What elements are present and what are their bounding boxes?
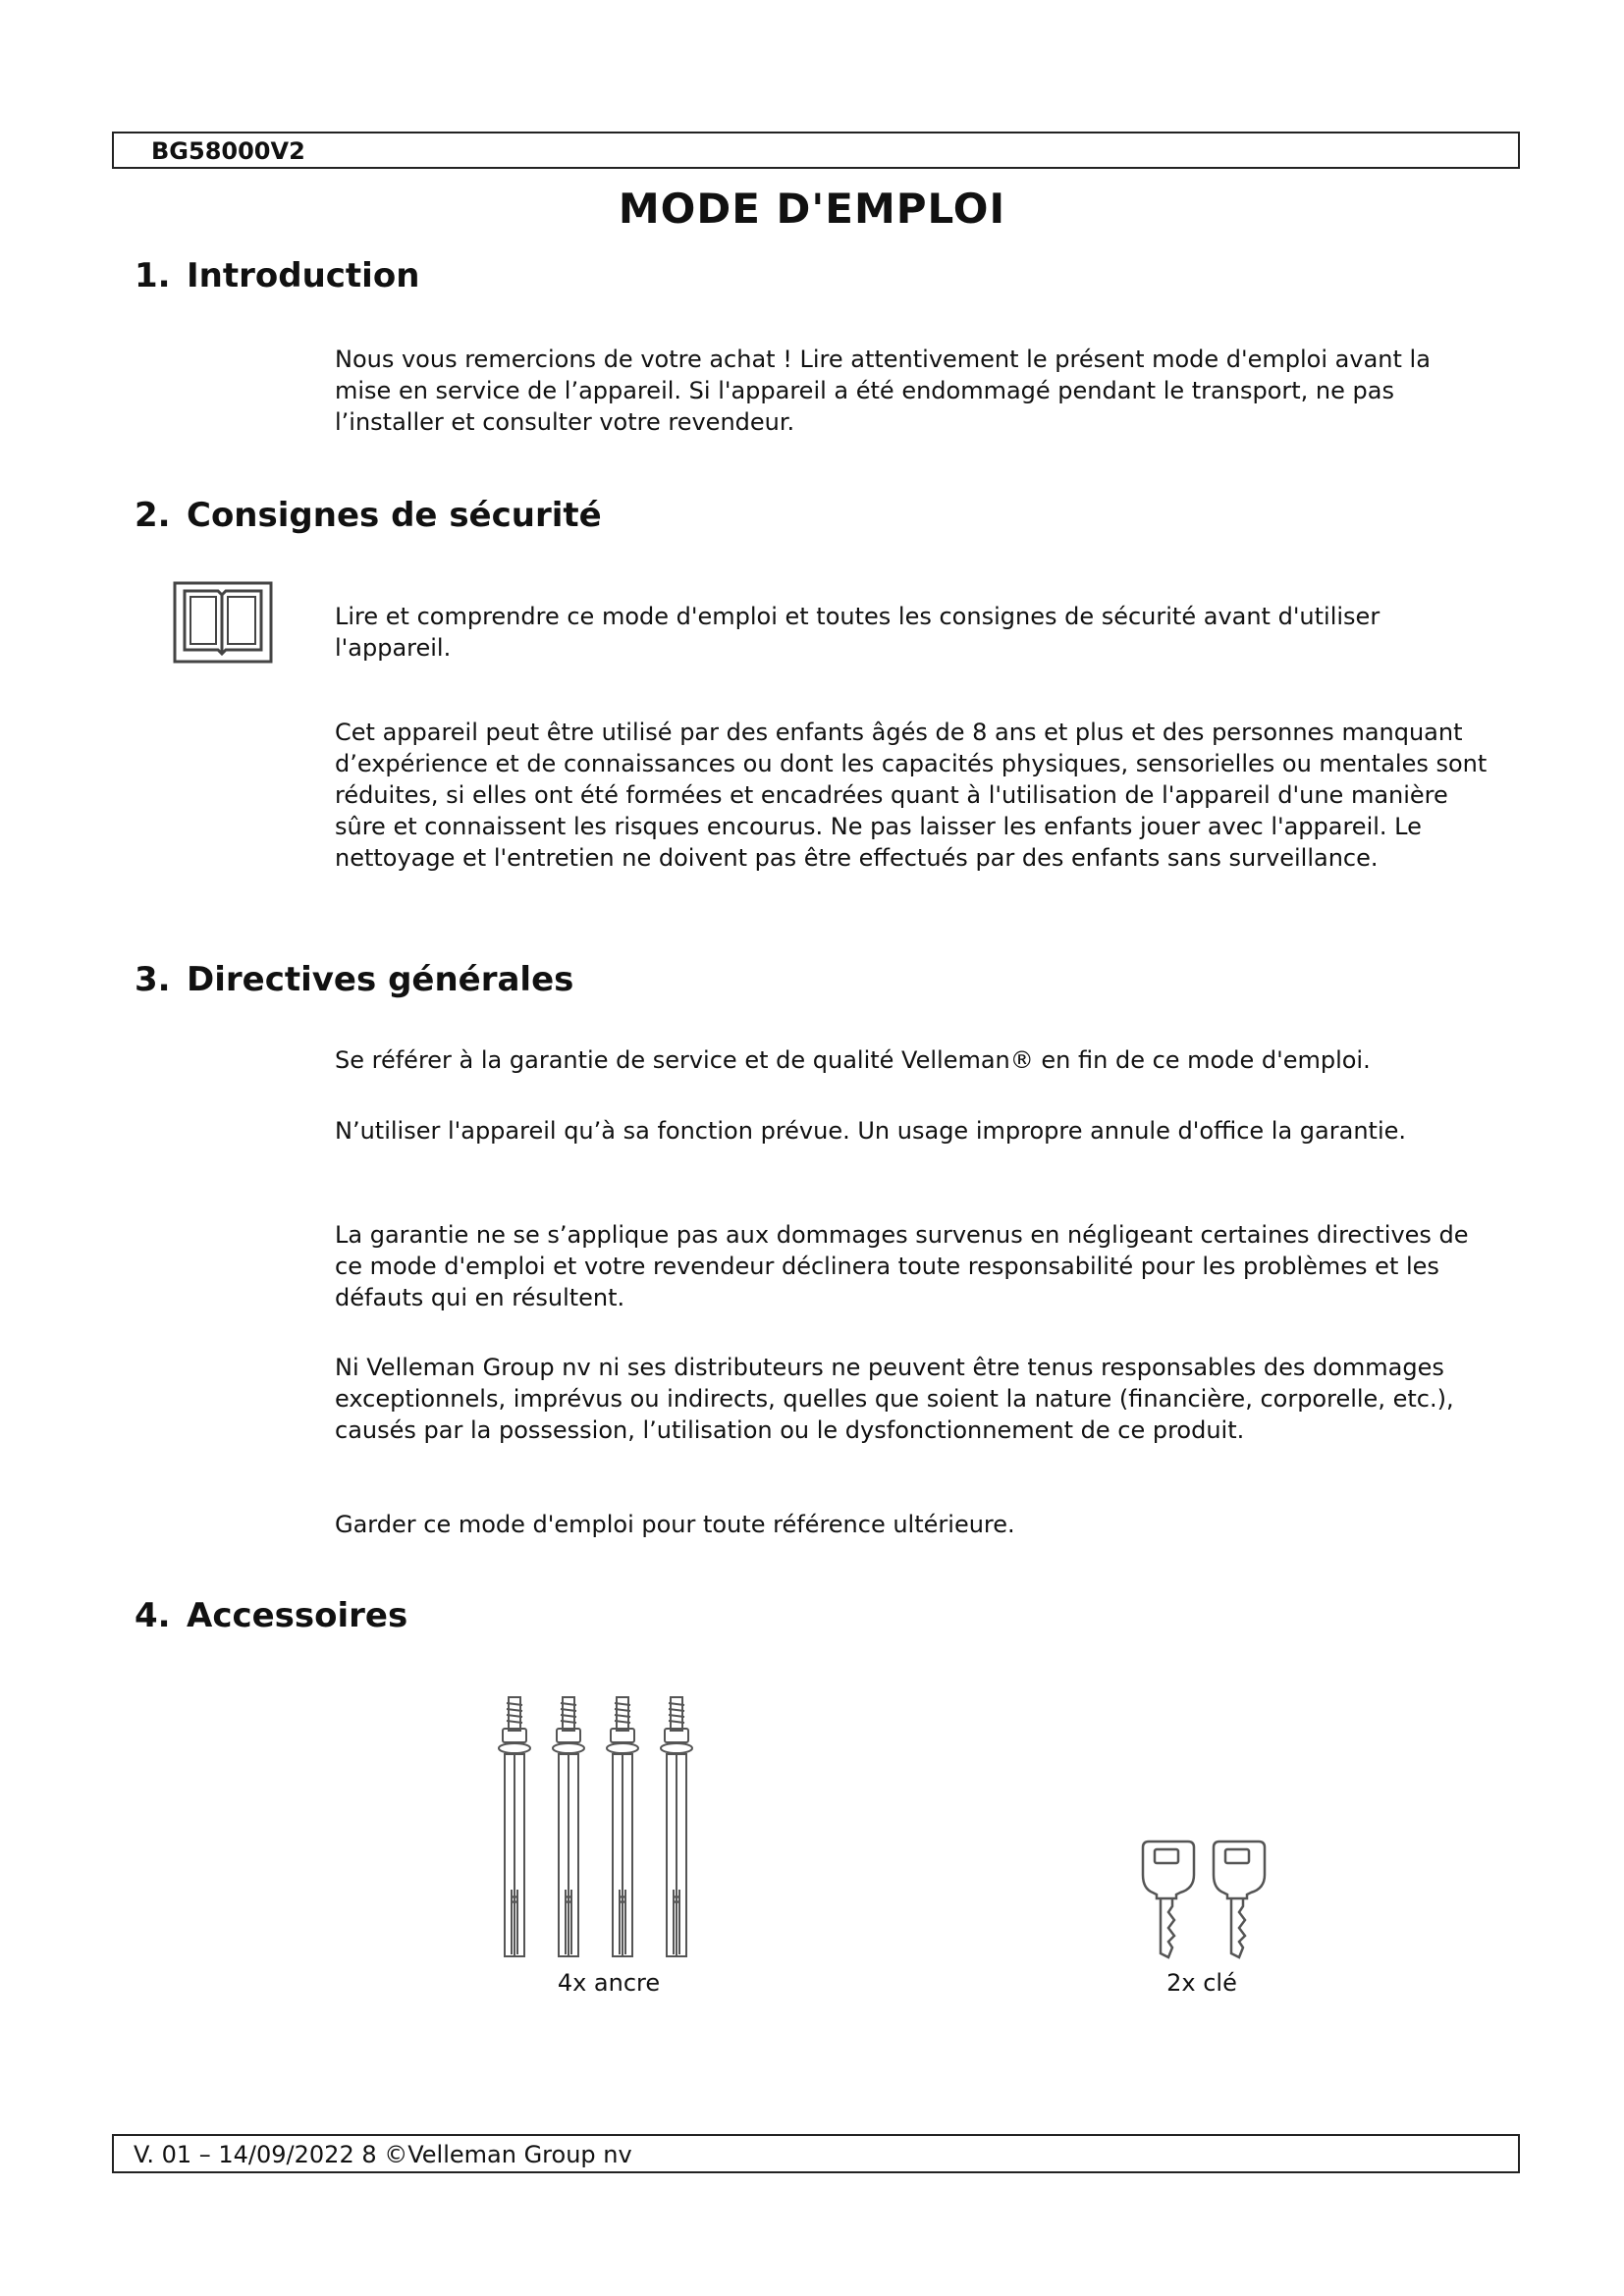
section-number: 2. — [135, 496, 171, 535]
section-heading-accessories — [135, 1596, 407, 1635]
intended-use-paragraph: N’utiliser l'appareil qu’à sa fonction prévue. Un usage impropre annule d'office la garantie. — [335, 1117, 1407, 1145]
anchor-bolt-icon — [491, 1693, 731, 1963]
intro-paragraph: Nous vous remercions de votre achat ! Lire attentivement le présent mode d'emploi avant la mise en service de l’appareil. Si l'appareil a été endommagé pendant le transport, ne pas l’installer et consulter votre revendeur. — [335, 346, 1431, 436]
footer-version-text: V. 01 – 14/09/2022 8 ©Velleman Group nv — [134, 2141, 632, 2168]
section-title: Directives générales — [187, 960, 574, 999]
header-bar — [112, 132, 1520, 169]
document-title: MODE D'EMPLOI — [618, 185, 1006, 233]
section-title: Introduction — [187, 256, 420, 295]
safety-read-paragraph: Lire et comprendre ce mode d'emploi et toutes les consignes de sécurité avant d'utiliser l'appareil. — [335, 603, 1380, 662]
section-number: 1. — [135, 256, 171, 295]
open-book-icon — [173, 581, 273, 664]
section-title: Accessoires — [187, 1596, 408, 1635]
keep-manual-paragraph: Garder ce mode d'emploi pour toute référence ultérieure. — [335, 1511, 1015, 1538]
section-number: 4. — [135, 1596, 171, 1635]
warranty-reference-paragraph: Se référer à la garantie de service et de qualité Velleman® en fin de ce mode d'emploi. — [335, 1046, 1371, 1074]
liability-paragraph: Ni Velleman Group nv ni ses distributeurs ne peuvent être tenus responsables des dommages exceptionnels, imprévus ou indirects, quelles que soient la nature (financière, corporelle, etc.), causés par la possession, l’utilisation ou le dysfonctionnement de ce produit. — [335, 1354, 1454, 1444]
warranty-exclusion-paragraph: La garantie ne se s’applique pas aux dommages survenus en négligeant certaines directives de ce mode d'emploi et votre revendeur déclinera toute responsabilité pour les problèmes et les défauts qui en résultent. — [335, 1221, 1469, 1311]
accessory-caption-keys: 2x clé — [1166, 1969, 1237, 1997]
section-title: Consignes de sécurité — [187, 496, 602, 535]
section-heading-safety — [135, 496, 602, 535]
safety-children-paragraph: Cet appareil peut être utilisé par des enfants âgés de 8 ans et plus et des personnes manquant d’expérience et de connaissances ou dont les capacités physiques, sensorielles ou mentales sont réduites, si elles ont été formées et encadrées quant à l'utilisation de l'appareil d'une manière sûre et connaissent les risques encourus. Ne pas laisser les enfants jouer avec l'appareil. Le nettoyage et l'entretien ne doivent pas être effectués par des enfants sans surveillance. — [335, 719, 1488, 872]
accessory-caption-anchors: 4x ancre — [557, 1969, 661, 1997]
section-heading-introduction — [135, 256, 419, 295]
section-number: 3. — [135, 960, 171, 999]
footer-bar — [112, 2134, 1520, 2173]
key-icon — [1137, 1838, 1282, 1963]
model-code: BG58000V2 — [151, 137, 305, 165]
section-heading-guidelines — [135, 960, 573, 999]
